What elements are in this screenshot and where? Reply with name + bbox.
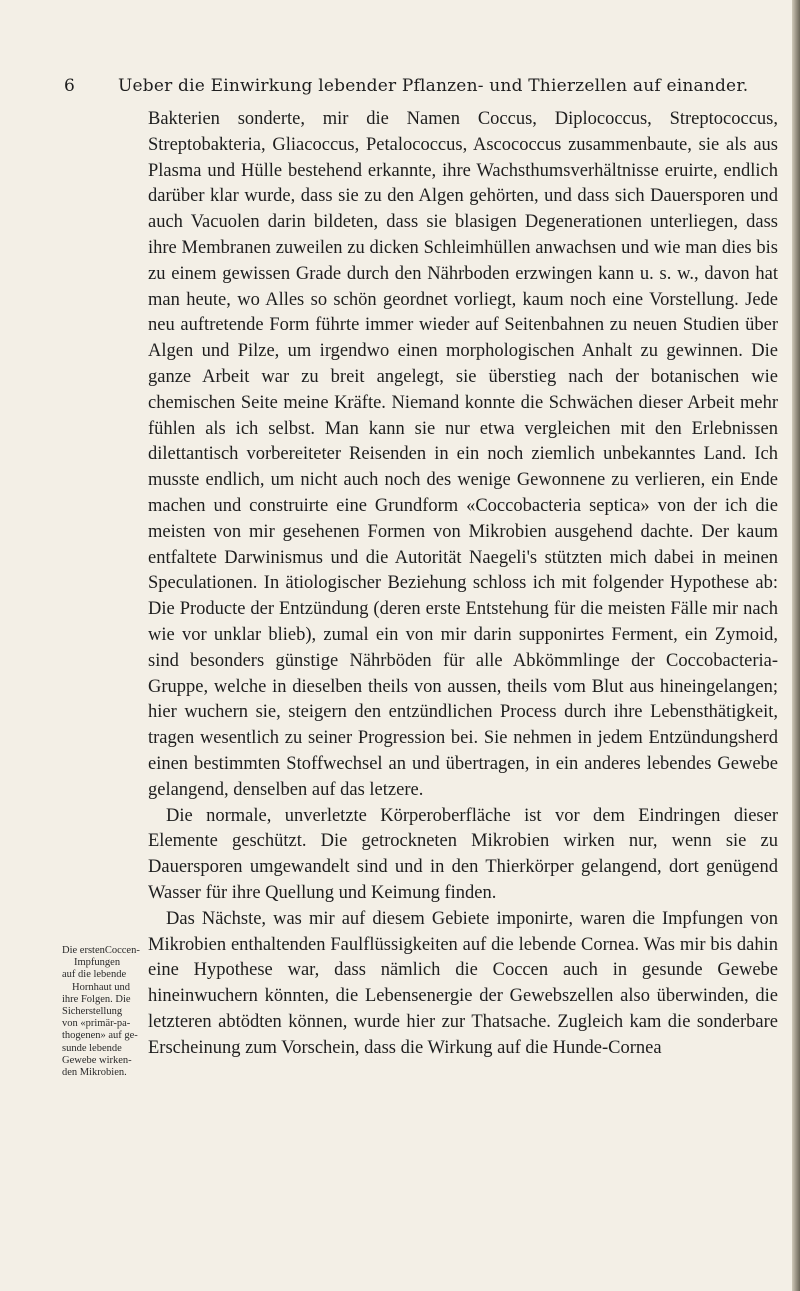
margin-note-line: Impfungen: [74, 957, 121, 969]
margin-note-line: ihre Folgen. Die: [62, 993, 131, 1005]
margin-note-line: Hornhaut und: [72, 981, 131, 993]
paragraph: Bakterien sonderte, mir die Namen Coccus, Diplococcus, Streptococcus, Streptobakteria, Gliacoccus, Petalococcus, Ascococcus zusammenbaute, sie als aus Plasma und Hülle bestehend erkannte, ihre Wachsthumsverhältnisse eruirte, endlich darüber klar wurde, dass sie zu den Algen gehörten, und dass sich Dauersporen und auch Vacuolen darin bildeten, dass sie blasigen Degenerationen unterliegen, dass ihre Membranen zuweilen zu dicken Schleimhüllen anwachsen und wie man dies bis zu einem gewissen Grade durch den Nährboden erzwingen kann u. s. w., davon hat man heute, wo Alles so schön geordnet vorliegt, kaum noch eine Vorstellung. Jede neu auftretende Form führte immer wieder auf Seitenbahnen zu neuen Studien über Algen und Pilze, um irgendwo einen morphologischen Anhalt zu gewinnen. Die ganze Arbeit war zu breit angelegt, sie überstieg nach der botanischen wie chemischen Seite meine Kräfte. Niemand konnte die Schwächen dieser Arbeit mehr fühlen als ich selbst. Man kann sie nur etwa vergleichen mit den Erlebnissen dilettantisch vorbereiteter Reisenden in ein noch ziemlich unbekanntes Land. Ich musste endlich, um nicht auch noch des wenige Gewonnene zu verlieren, ein Ende machen und construirte eine Grundform «Coccobacteria septica» von der ich die meisten von mir gesehenen Formen von Mikrobien ausgehend dachte. Der kaum entfaltete Darwinismus und die Autorität Naegeli's stützten mich dabei in meinen Speculationen. In ätiologischer Beziehung schloss ich mit folgender Hypothese ab: Die Producte der Entzündung (deren erste Entstehung für die meisten Fälle mir nach wie vor unklar blieb), zumal ein von mir darin supponirtes Ferment, ein Zymoid, sind besonders günstige Nährböden für alle Abkömmlinge der Coccobacteria-Gruppe, welche in dieselben theils von aussen, theils vom Blut aus hineingelangen; hier wuchern sie, steigern den entzündlichen Process durch ihre Lebensthätigkeit, tragen wesentlich zu seiner Progression bei. Sie nehmen in jedem Entzündungsherd einen bestimmten Stoffwechsel an und übertragen, in ein anderes lebendes Gewebe gelangend, denselben auf das letzere.: [148, 109, 778, 800]
margin-note-line: Sicherstellung: [62, 1006, 123, 1018]
margin-note-line: den Mikrobien.: [62, 1067, 127, 1079]
margin-note-line: thogenen» auf ge-: [62, 1030, 138, 1042]
margin-note: [62, 945, 146, 1079]
margin-note-line: auf die lebende: [62, 969, 127, 981]
paragraph: Das Nächste, was mir auf diesem Gebiete imponirte, waren die Impfungen von Mikrobien enthaltenden Faulflüssigkeiten auf die lebende Cornea. Was mir bis dahin eine Hypothese war, dass nämlich die Coccen auch in gesunde Gewebe hineinwuchern könnten, die Lebensenergie der Gewebszellen also überwinden, die letzteren abtödten können, wurde hier zur Thatsache. Zugleich kam die sonderbare Erscheinung zum Vorschein, dass die Wirkung auf die Hunde-Cornea: [148, 908, 778, 1058]
margin-note-line: Gewebe wirken-: [62, 1054, 132, 1066]
margin-note-line: von «primär-pa-: [62, 1018, 131, 1030]
body-text: [148, 107, 778, 1061]
paragraph: Die normale, unverletzte Körperoberfläche ist vor dem Eindringen dieser Elemente geschützt. Die getrockneten Mikrobien wirken nur, wenn sie zu Dauersporen umgewandelt sind und in den Thierkörper gelangend, dort genügend Wasser für ihre Quellung und Keimung finden.: [148, 805, 778, 903]
page-number: 6: [64, 76, 76, 96]
margin-note-line: Die erstenCoccen-: [62, 945, 140, 956]
running-header: [64, 76, 754, 96]
running-title: Ueber die Einwirkung lebender Pflanzen- und Thierzellen auf einander.: [118, 76, 749, 96]
margin-note-line: sunde lebende: [62, 1042, 122, 1054]
page-edge-shadow: [792, 0, 800, 1291]
